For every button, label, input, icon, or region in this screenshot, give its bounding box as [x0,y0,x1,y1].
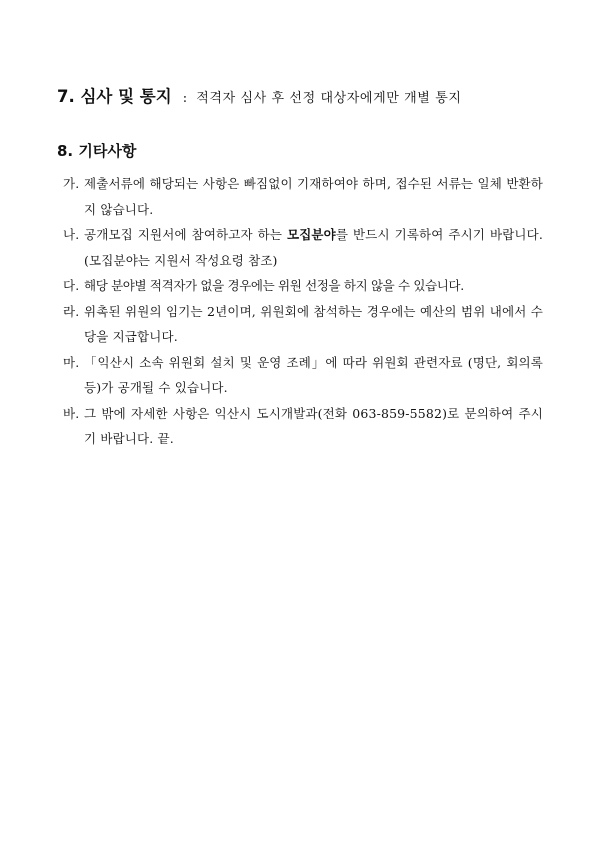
list-item-text-after: 를 반드시 기록하여 주시기 바랍니다.(모집분야는 지원서 작성요령 참조) [84,227,543,268]
list-item [63,350,543,401]
list-item-marker: 바. [63,405,80,421]
list-item [63,222,543,273]
list-item-text: 「익산시 소속 위원회 설치 및 운영 조례」에 따라 위원회 관련자료 (명단, 회의록 등)가 공개될 수 있습니다. [84,354,543,395]
list-item-marker: 라. [63,303,80,319]
list-item-marker: 다. [63,278,80,293]
list-item-text: 그 밖에 자세한 사항은 익산시 도시개발과(전화 063-859-5582)로 문의하여 주시기 바랍니다. 끝. [84,405,543,446]
list-item [63,401,543,452]
section-7-heading: 7. 심사 및 통지 [57,87,172,106]
recruit-field-emphasis: 모집분야 [286,227,336,242]
list-item [63,299,543,350]
list-item-text: 위촉된 위원의 임기는 2년이며, 위원회에 참석하는 경우에는 예산의 범위 내에서 수당을 지급합니다. [84,303,543,344]
list-item [63,171,543,222]
list-item-text: 제출서류에 해당되는 사항은 빠짐없이 기재하여야 하며, 접수된 서류는 일체 반환하지 않습니다. [84,176,543,217]
section-7-colon: : [182,91,188,106]
list-item-marker: 나. [63,227,80,242]
list-item [63,273,543,299]
section-7 [57,83,462,107]
list-item-text: 해당 분야별 적격자가 없을 경우에는 위원 선정을 하지 않을 수 있습니다. [84,278,464,293]
section-8-items [63,171,543,452]
section-8-heading: 8. 기타사항 [57,142,137,160]
section-7-text: 적격자 심사 후 선정 대상자에게만 개별 통지 [196,91,462,106]
list-item-marker: 마. [63,354,80,370]
list-item-marker: 가. [63,176,80,191]
list-item-text-before: 공개모집 지원서에 참여하고자 하는 [84,227,287,242]
list-item-text [84,222,543,273]
